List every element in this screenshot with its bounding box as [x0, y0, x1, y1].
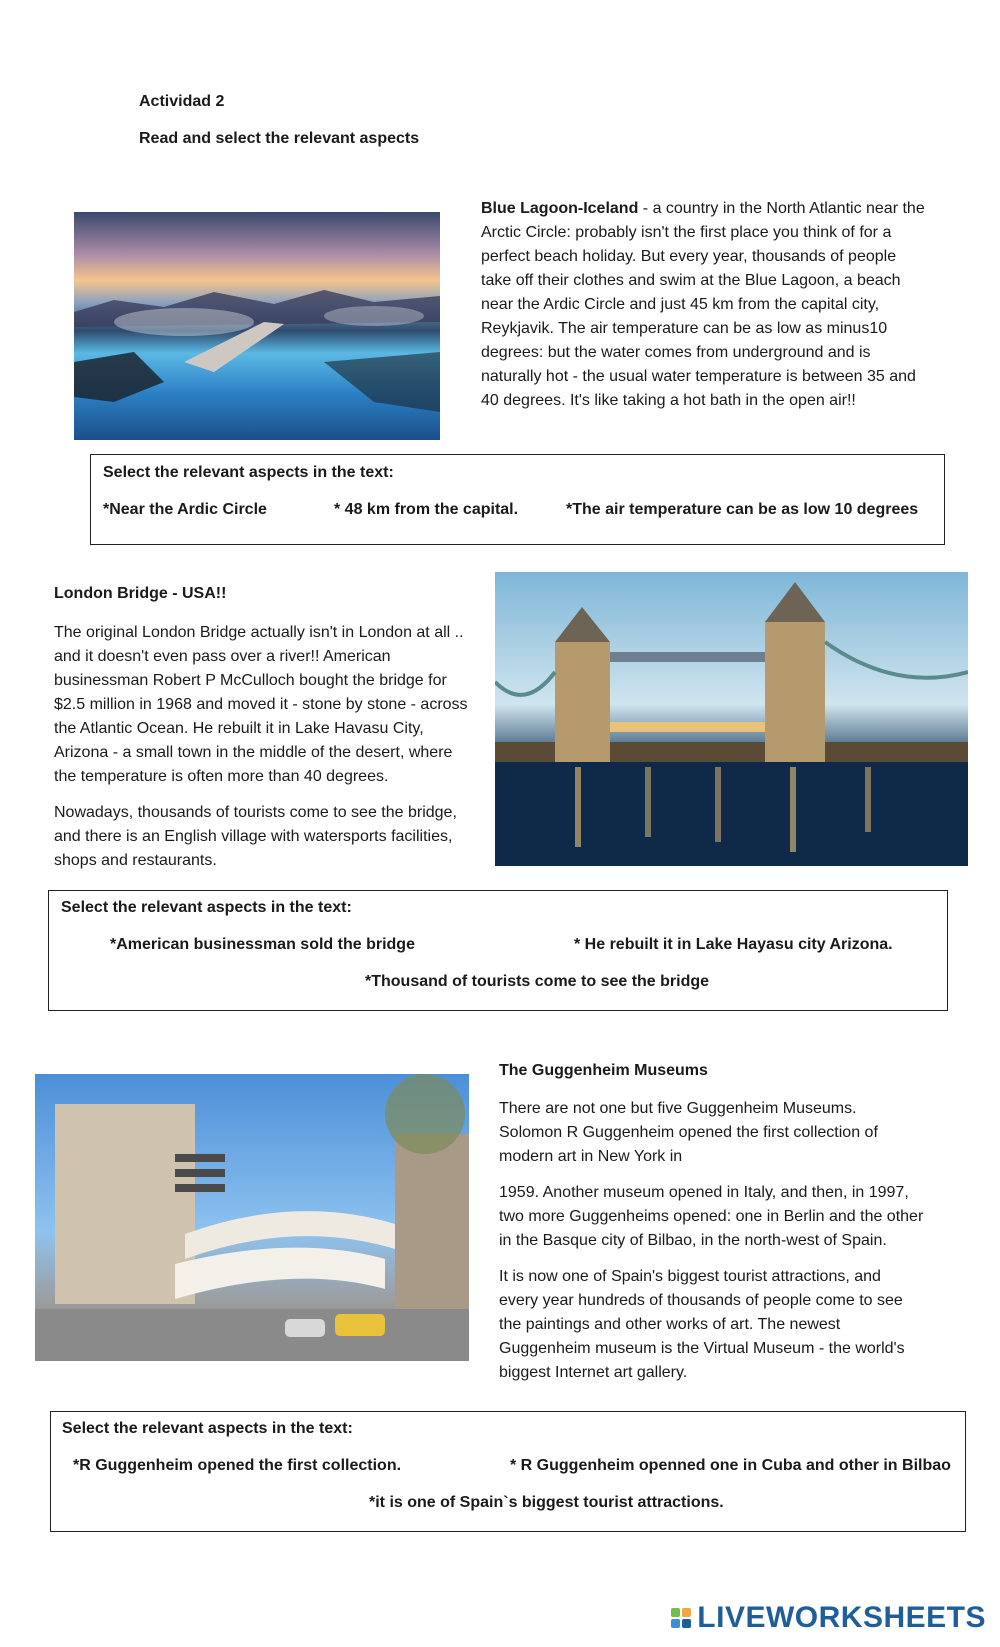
london-bridge-paragraph-1: The original London Bridge actually isn't in London at all .. and it doesn't even pass over a river!! American businessman Robert P McCulloch bought the bridge for $2.5 million in 1968 and moved it - stone by stone - across the Atlantic Ocean. He rebuilt it in Lake Havasu City, Arizona - a small town in the middle of the desert, where the temperature is often more than 40 degrees. [54, 624, 468, 785]
activity-title: Actividad 2 [139, 93, 225, 110]
guggenheim-paragraph-2: 1959. Another museum opened in Italy, and then, in 1997, two more Guggenheims opened: one in Berlin and the other in the Basque city of Bilbao, in the north-west of Spain. [499, 1184, 924, 1249]
guggenheim-paragraph-3: It is now one of Spain's biggest tourist attractions, and every year hundreds of thousands of people come to see the paintings and other works of art. The newest Guggenheim museum is the Virtual Museum - the world's biggest Internet art gallery. [499, 1268, 905, 1381]
logo-text: LIVEWORKSHEETS [697, 1601, 986, 1634]
london-bridge-title: London Bridge - USA!! [54, 585, 227, 602]
london-bridge-paragraph-2: Nowadays, thousands of tourists come to see the bridge, and there is an English village with watersports facilities, shops and restaurants. [54, 804, 457, 869]
blue-lagoon-text: - a country in the North Atlantic near the Arctic Circle: probably isn't the first place you think of for a perfect beach holiday. But every year, thousands of people take off their clothes and swim at the Blue Lagoon, a beach near the Ardic Circle and just 45 km from the capital city, Reykjavik. The air temperature can be as low as minus10 degrees: but the water comes from underground and is naturally hot - the usual water temperature is between 35 and 40 degrees. It's like taking a hot bath in the open air!! [481, 200, 925, 409]
option-air-temperature[interactable]: *The air temperature can be as low 10 degrees [566, 501, 919, 518]
select-title: Select the relevant aspects in the text: [103, 464, 394, 481]
blue-lagoon-image [74, 212, 440, 440]
option-48-km-capital[interactable]: * 48 km from the capital. [334, 501, 519, 518]
guggenheim-title: The Guggenheim Museums [499, 1062, 708, 1079]
guggenheim-paragraph-1: There are not one but five Guggenheim Museums. Solomon R Guggenheim opened the first collection of modern art in New York in [499, 1100, 878, 1165]
guggenheim-illustration [35, 1074, 469, 1361]
guggenheim-select-box [50, 1411, 966, 1532]
option-first-collection[interactable]: *R Guggenheim opened the first collection. [73, 1457, 402, 1474]
select-title: Select the relevant aspects in the text: [61, 899, 352, 916]
tower-bridge-illustration [495, 572, 968, 866]
blue-lagoon-illustration [74, 212, 440, 440]
instruction: Read and select the relevant aspects [139, 130, 420, 147]
blue-lagoon-title: Blue Lagoon-Iceland [481, 200, 639, 217]
london-bridge-select-box [48, 890, 948, 1011]
select-title: Select the relevant aspects in the text: [62, 1420, 353, 1437]
blue-lagoon-select-box [90, 454, 945, 545]
guggenheim-image [35, 1074, 469, 1361]
option-cuba-bilbao[interactable]: * R Guggenheim openned one in Cuba and other in Bilbao [510, 1457, 951, 1474]
option-spain-attractions[interactable]: *it is one of Spain`s biggest tourist attractions. [369, 1494, 724, 1511]
option-near-ardic-circle[interactable]: *Near the Ardic Circle [103, 501, 267, 518]
option-thousand-tourists[interactable]: *Thousand of tourists come to see the bridge [365, 973, 710, 990]
option-rebuilt-lake-hayasu[interactable]: * He rebuilt it in Lake Hayasu city Arizona. [574, 936, 893, 953]
logo-mark-icon [671, 1608, 691, 1628]
tower-bridge-image [495, 572, 968, 866]
option-american-businessman[interactable]: *American businessman sold the bridge [110, 936, 415, 953]
liveworksheets-logo [671, 1601, 986, 1635]
